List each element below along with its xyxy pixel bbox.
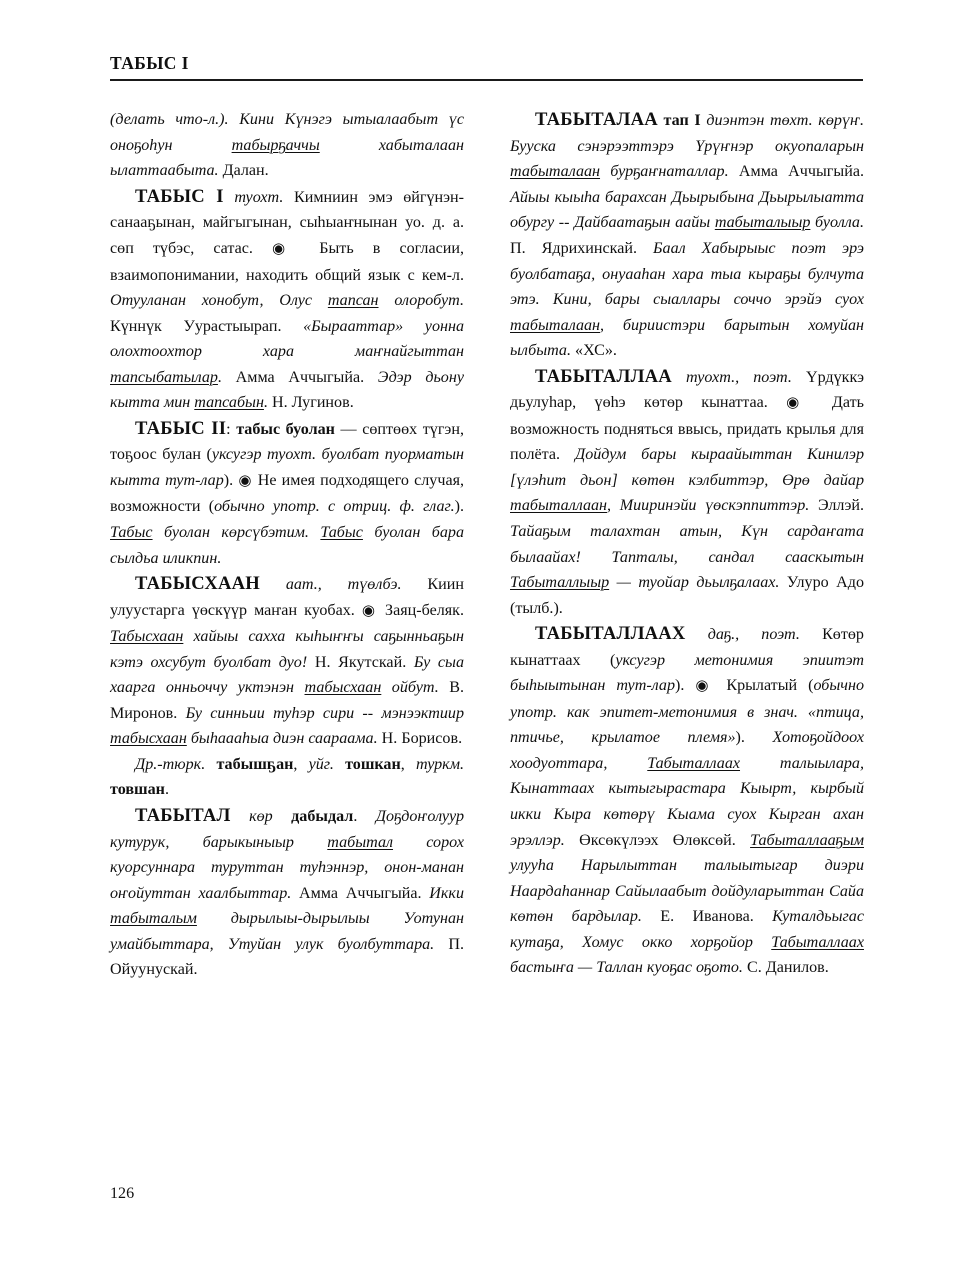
right-column [510, 107, 864, 983]
text-run: Эллэй. [809, 497, 864, 515]
italic-run: буолла. [810, 214, 865, 232]
text-run: Өксөкүлээх Өлөксөй. [564, 831, 751, 849]
cited-form: тапсан [327, 292, 379, 310]
italic-run: Куталдьыгас кутаҕа, Хомус окко хорҕойор [510, 908, 864, 951]
text-run: Көтөр кынаттаах ( [510, 626, 864, 669]
italic-run: Бу синньии туһэр сири -- мэнээктиир [185, 704, 465, 722]
text-run: — сөптөөх түгэн, тоҕоос булан ( [110, 420, 464, 464]
italic-run: олоробут. [378, 292, 464, 310]
italic-run: Дойдум бары кыраайыттан Кинилэр [үлэһит дьон] көтөн кэлбиттэр, Өрө дайар [510, 446, 864, 489]
italic-run: . [217, 368, 222, 386]
cited-form: табыталыыр [714, 214, 811, 232]
page-number: 126 [110, 1185, 135, 1202]
text-run [686, 626, 708, 643]
text-run [224, 189, 235, 206]
italic-run: сорох куорсуннара туруттан туһэннэр, онон-манан оҥойуттан хаалбыттар. [110, 833, 464, 902]
text-run: Амма Аччыгыйа. [728, 163, 865, 181]
headword: ТАБЫТАЛ [135, 805, 231, 827]
text-run: : [226, 420, 237, 438]
cited-form: Табыталлаах [647, 754, 741, 772]
cited-form: Табысхаан [110, 628, 184, 646]
italic-run: көр [249, 808, 273, 826]
text-run [231, 808, 249, 825]
italic-run: быһаааһыа диэн саараама. [186, 730, 378, 748]
italic-run: аат., түөлбэ. [285, 576, 402, 594]
text-run [205, 756, 216, 773]
sense-bullet-icon: ◉ [786, 395, 814, 412]
cited-form: табыталаан [510, 163, 601, 181]
bold-run: товшан [110, 781, 165, 799]
italic-run: буолан бара сылдьа иликпин. [110, 524, 464, 567]
cited-form: табыталаан [510, 316, 601, 334]
italic-run: даҕ., поэт. [707, 626, 800, 644]
headword: ТАБЫСХААН [135, 573, 260, 595]
italic-run: Баал Хабырыыс поэт эрэ буолбатаҕа, онуааһан хара тыа кыраҕы булчута этэ. Кини, бары сыаллары соччо эрэйэ суох [510, 239, 864, 309]
text-run: Н. Якутскай. [307, 653, 414, 671]
italic-run: Бу сыа хаарга онньоччу уктэнэн [110, 653, 464, 697]
dictionary-entry [510, 107, 864, 363]
italic-run: хайыы сахха кыһыҥҥы саҕынньаҕын кэтэ охсубут буолбат дуо! [110, 628, 464, 671]
text-run [273, 808, 291, 825]
text-run: Амма Аччыгыйа. [221, 368, 378, 386]
text-run [334, 756, 345, 773]
italic-run: хабыталаан ылаттаабыта. [110, 136, 464, 180]
bold-run: дабыдал [291, 808, 354, 826]
italic-run: Отууланан хонобут, Олус [110, 292, 328, 310]
italic-run: туохт., поэт. [686, 368, 792, 386]
text-run: Е. Иванова. [641, 908, 773, 926]
text-run [260, 576, 286, 593]
italic-run: , Мииринэйи үөскэппиттэр. [607, 497, 810, 515]
two-column-body [110, 107, 863, 983]
dictionary-entry [110, 416, 464, 571]
italic-run: буолан көрсүбэтим. [152, 524, 321, 541]
text-run: Амма Аччыгыйа. [291, 884, 430, 902]
cited-form: табысхаан [304, 679, 382, 697]
etymology-note [110, 752, 464, 803]
text-run: «ХС». [571, 342, 617, 360]
italic-run: Тайаҕым талахтан атын, Күн сардаҥата былаайах! Тапталы, сандал сааскытын [510, 523, 864, 566]
text-run: . [353, 808, 376, 826]
text-run [672, 369, 686, 386]
italic-run: уйг. [308, 755, 334, 773]
dictionary-entry [110, 184, 464, 416]
cited-form: табысхаан [110, 730, 187, 748]
italic-run: туркм. [415, 755, 465, 773]
italic-run: талыылара, Кынаттаах кытыгырастара Кыырт, кырбый икки Кыра көтөрү Кыама суох Кырган ахан эрэллэр. [510, 754, 864, 849]
cited-form: Табыталлааҕым [750, 831, 864, 849]
cited-form: Табыталлаах [771, 933, 864, 951]
italic-run: Эдэр дьону кытта мин [110, 368, 464, 412]
dictionary-entry [510, 364, 864, 621]
bold-run: тап I [663, 112, 701, 130]
dictionary-entry [510, 621, 864, 981]
headword: ТАБЫТАЛЛАА [535, 365, 672, 387]
text-run: ). [675, 677, 696, 695]
italic-run: — туойар дьылҕалаах. [609, 574, 780, 592]
text-run: , [293, 755, 309, 773]
bold-run: табыс буолан [236, 420, 335, 438]
italic-run: «Бырааттар» уонна олохтоохтор хара маҥнайгыттан [110, 317, 464, 361]
text-run: П. Ойуунускай. [110, 935, 465, 979]
cited-form: Табыс [320, 524, 363, 541]
cited-form: табыталым [110, 910, 197, 928]
cited-form: тапсабын [194, 394, 264, 412]
text-run: Не имея подходящего случая, возможности ( [110, 471, 465, 516]
italic-run: обычно употр. с отриц. ф. глаг. [214, 498, 455, 516]
text-run: Күннүк Уурастыырап. [110, 317, 304, 335]
dictionary-entry [110, 803, 464, 983]
headword: ТАБЫС II [135, 417, 227, 439]
italic-run: туохт. [234, 188, 284, 206]
bold-run: табышҕан [216, 755, 294, 773]
cited-form: табытал [327, 833, 394, 851]
italic-run: . [263, 394, 268, 412]
text-run: ). [223, 471, 239, 489]
text-run: , [400, 755, 416, 773]
text-run: Н. Лугинов. [267, 394, 354, 412]
text-run: Быть в согласии, взаимопонимании, находить общий язык с кем-л. [110, 239, 464, 284]
running-head-rule [110, 79, 863, 81]
italic-run: обычно употр. как эпитет-метонимия в знач. «птица, птичье, крылатое племя» [510, 677, 865, 747]
text-run: В. Миронов. [110, 679, 464, 722]
italic-run: уксугэр метонимия эпиитэт быһыытынан тут-лар [510, 651, 864, 695]
running-head: ТАБЫС I [110, 53, 189, 73]
text-run: ). [735, 729, 773, 747]
italic-run: Айыы кыыһа барахсан Дьырыбына Дьырылыатта обургу -- Дайбаатаҕын аайы [510, 188, 864, 232]
italic-run: Доҕдоҥолуур кутурук, барыкыныыр [110, 808, 465, 851]
italic-run: диэнтэн төхт. көрүҥ. [706, 112, 865, 130]
text-run: Крылатый ( [715, 677, 814, 695]
italic-run: улууһа Нарылыттан талыытыгар диэри Наардаһаннар Сайылаабыт дойдуларыттан Сайа көтөн бардылар. [510, 857, 864, 926]
italic-run: бурҕаҥнаталлар. [600, 163, 729, 181]
text-run: Улуро Адо (тылб.). [510, 574, 864, 617]
text-run: П. Ядрихинскай. [510, 239, 654, 257]
text-run: Үрдүккэ дьулуһар, үөһэ көтөр кынаттаа. [510, 368, 864, 412]
italic-run: (делать что-л.). [110, 111, 240, 129]
left-column [110, 107, 464, 983]
sense-bullet-icon: ◉ [695, 678, 716, 695]
italic-run: Икки [429, 884, 464, 902]
cited-form: Табыталлыыр [510, 574, 610, 592]
headword: ТАБЫТАЛЛААХ [535, 623, 686, 645]
italic-run: уксугэр туохт. буолбат пуорматын кытта тут-лар [110, 446, 464, 489]
text-run: Далан. [218, 162, 269, 180]
italic-run: бастыҥа — Таллан куоҕас оҕото. [510, 959, 743, 977]
text-run: . [164, 781, 169, 799]
text-run: ). [454, 498, 464, 516]
headword: ТАБЫС I [135, 185, 224, 207]
text-run: Кимниин эмэ өйгүнэн-санааҕынан, майгыгынан, сыһыаҥнынан уо. д. а. сөп түбэс, сатас. [110, 188, 464, 257]
text-run: Н. Борисов. [377, 730, 463, 748]
sense-bullet-icon: ◉ [238, 472, 253, 489]
text-run: Заяц-беляк. [377, 601, 465, 619]
cited-form: Табыс [110, 524, 153, 541]
sense-bullet-icon: ◉ [272, 240, 301, 257]
italic-run: ойбут. [381, 679, 439, 697]
headword: ТАБЫТАЛАА [535, 109, 658, 131]
cited-form: табырҕаччы [231, 136, 320, 154]
bold-run: тошкан [345, 755, 401, 773]
dictionary-entry [110, 571, 464, 752]
italic-run: Кини Күнэгэ ытыалаабыт үс оноҕоһун [110, 111, 464, 154]
cited-form: табыталлаан [510, 497, 608, 515]
text-run: Дать возможность подняться ввысь, придать крылья для полёта. [510, 394, 864, 464]
italic-run: , бириистэри барытын хомуйан ылбыта. [510, 316, 864, 360]
italic-run: дырылыы-дырылыы Уотунан умайбыттара, Утуйан улук буолбуттара. [110, 910, 464, 953]
entry-continuation [110, 107, 464, 184]
text-run: С. Данилов. [742, 959, 829, 977]
sense-bullet-icon: ◉ [361, 602, 378, 619]
italic-run: Др.-тюрк. [135, 755, 206, 773]
italic-run: Бууска сэнэрээттэрэ Үрүҥнэр окуопаларын [510, 137, 864, 155]
text-run: Киин улуустарга үөскүүр маҥан куобах. [110, 576, 464, 619]
italic-run: Хотоҕойдоох хоодуоттара, [510, 729, 864, 772]
cited-form: тапсыбатылар [110, 368, 218, 386]
